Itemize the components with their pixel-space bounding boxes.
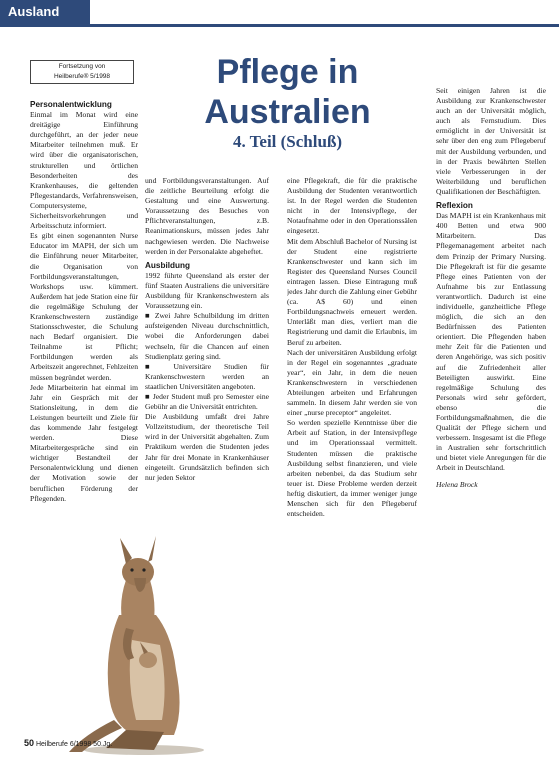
section-heading-reflexion: Reflexion bbox=[436, 201, 473, 211]
paragraph: Die Ausbildung umfaßt drei Jahre Vollzeitstudium, der theoretische Teil wird in der Universität abgehalten. Zum Praktikum werden die Studenten jedes Jahr für drei Monate in Krankenhäuser eingeteilt. Grundsätzlich befinden sich nur jeden Sektor bbox=[145, 412, 269, 482]
article-title bbox=[195, 52, 380, 132]
magazine-name: Heilberufe 6/1998 50.Jg. bbox=[35, 741, 113, 748]
joey-head bbox=[139, 652, 157, 668]
article-subtitle: 4. Teil (Schluß) bbox=[232, 132, 343, 151]
bullet-item: ■ Zwei Jahre Schulbildung im dritten aufsteigenden Niveau durchschnittlich, wobei die Anforderungen dabei wechseln, für die Chancen auf einen Studienplatz gering sind. bbox=[145, 311, 269, 361]
kangaroo-eye bbox=[130, 568, 133, 571]
paragraph: So werden spezielle Kenntnisse über die Arbeit auf Station, in der Intensivpflege und im Operationssaal vermittelt. Studenten müssen die praktische Ausbildung selbst finanzieren, und viele arbeiten nebenbei, da das Studium sehr teuer ist. Diese Probleme werden derzeit heftig diskutiert, da immer weniger junge Menschen sich für den Pflegeberuf entscheiden. bbox=[287, 418, 417, 519]
paragraph: Jede Mitarbeiterin hat einmal im Jahr ein Gespräch mit der Stationsleitung, in dem die Leistungen beurteilt und Ziele für das kommende Jahr festgelegt werden. Diese Mitarbeitergespräche sind ein wichtiger Bestandteil der Personalentwicklung und dienen der Motivation sowie der beruflichen Förderung der Pflegenden. bbox=[30, 382, 138, 503]
section-label: Ausland bbox=[0, 0, 90, 24]
paragraph: 1992 führte Queensland als erster der fünf Staaten Australiens die universitäre Ausbildung für Krankenschwestern als Voraussetzung ein. bbox=[145, 270, 269, 311]
paragraph: Mit dem Abschluß Bachelor of Nursing ist der Student eine registrierte Krankenschwester und kann sich im Register des Queensland Nurses Council eintragen lassen. Diese Eintragung muß jedes Jahr durch die Zahlung einer Gebühr (ca. A$ 60) und einen Fortbildungsnachweis erneuert werden. Unterläßt man dies, verliert man die Registrierung und damit die Erlaubnis, im Beruf zu arbeiten. bbox=[287, 236, 417, 347]
page-number: 50 bbox=[24, 738, 35, 748]
paragraph: Nach der universitären Ausbildung erfolgt in der Regel ein sogenanntes „graduate year“, ein Jahr, in dem die neuen Krankenschwestern in verschiedenen Abteilungen arbeiten und Erfahrungen sammeln. In diesem Jahr werden sie von einer „nurse preceptor“ angeleitet. bbox=[287, 347, 417, 418]
section-heading-ausbildung: Ausbildung bbox=[145, 260, 191, 270]
paragraph: und Fortbildungsveranstaltungen. Auf die zeitliche Beurteilung erfolgt die Gestaltung und eine Auswertung. Voraussetzung des Besuches von Pflichtveranstaltungen, z.B. Reanimationskurs, müssen jedes Jahr nachgewiesen werden. Die Nachweise werden in der Personalakte abgeheftet. bbox=[145, 176, 269, 256]
section-heading-personalentwicklung: Personalentwicklung bbox=[30, 100, 112, 109]
continuation-line-2: Heilberufe® 5/1998 bbox=[53, 73, 111, 80]
title-line-1: Pflege in bbox=[216, 53, 359, 91]
continuation-box bbox=[30, 60, 134, 84]
author-name: Helena Brock bbox=[436, 479, 478, 489]
text-column-4 bbox=[436, 86, 546, 748]
header-bar bbox=[0, 0, 559, 34]
paragraph: Das MAPH ist ein Krankenhaus mit 400 Betten und etwa 900 Mitarbeitern. Das Pflegemanagement arbeitet nach dem Prinzip der Primary Nursing. Die Pflegekraft ist für die gesamte Pflege eines Patienten von der Aufnahme bis zur Entlassung verantwortlich. Dadurch ist eine individuelle, ganzheitliche Pflege möglich, die sich an den Bedürfnissen des Patienten orientiert. Die Pflegenden haben mehr Zeit für die Patienten und deren Angehörige, was sich positiv auf die Zufriedenheit aller Beteiligten auswirkt. Eine regelmäßige Schulung des Personals wird sehr gefördert, ebenso die Fortbildungsmaßnahmen, die die Qualität der Pflege sichern und verbessern. Insgesamt ist die Pflege in Australien sehr fortschrittlich und bietet viele Anregungen für die Arbeit in Deutschland. bbox=[436, 211, 546, 473]
paragraph: Seit einigen Jahren ist die Ausbildung zur Krankenschwester auch an der Universität möglich, auch als Fernstudium. Dies ermöglicht in der Universität ist sehr über den eng zum Pflegeberuf mit der Ausbildung verbunden, und in der Praxis bewährten Stellen viele Verbesserungen in der Weiterbildung und beruflichen Qualifikationen der Beschäftigten. bbox=[436, 86, 546, 196]
continuation-line-1: Fortsetzung von bbox=[58, 63, 106, 70]
page-footer bbox=[24, 738, 112, 748]
paragraph: Einmal im Monat wird eine dreitägige Einführung durchgeführt, an der jeder neue Mitarbeiter teilnehmen muß. Er wird über die organisatorischen, strukturellen und örtlichen Besonderheiten des Krankenhauses, die geltenden Pflegestandards, Verfahrensweisen, Computersysteme, Sicherheitsvorkehrungen und Arbeitsschutz informiert. bbox=[30, 110, 138, 231]
kangaroo-photo bbox=[64, 520, 214, 755]
kangaroo-eye bbox=[142, 568, 145, 571]
kangaroo-foot bbox=[106, 730, 164, 750]
paragraph: Es gibt einen sogenannten Nurse Educator im MAPH, der sich um die Einführung neuer Mitarbeiter, die Organisation von Fortbildungsveranstaltungen, Workshops usw. kümmert. Außerdem hat jede Station eine für die regelmäßige Schulung der Krankenschwestern zuständige Stationsschwester, die Schulung nach Bedarf organisiert. Die Teilnahme ist Pflicht; Fortbildungen werden als Arbeitszeit angerechnet, Fehlzeiten müssen begründet werden. bbox=[30, 231, 138, 382]
title-line-2: Australien bbox=[204, 93, 371, 131]
text-column-3 bbox=[287, 176, 417, 748]
kangaroo-ear-right bbox=[148, 536, 156, 562]
header-rule bbox=[0, 24, 559, 27]
bullet-item: ■ Jeder Student muß pro Semester eine Gebühr an die Universität entrichten. bbox=[145, 391, 269, 412]
paragraph: eine Pflegekraft, die für die praktische Ausbildung der Studenten verantwortlich ist. In der Regel werden die Studenten nicht in der Intensivpflege, der Notaufnahme oder in den Operationssälen eingesetzt. bbox=[287, 176, 417, 236]
bullet-item: ■ Universitäre Studien für Krankenschwestern werden an staatlichen Universitäten angeboten. bbox=[145, 361, 269, 391]
